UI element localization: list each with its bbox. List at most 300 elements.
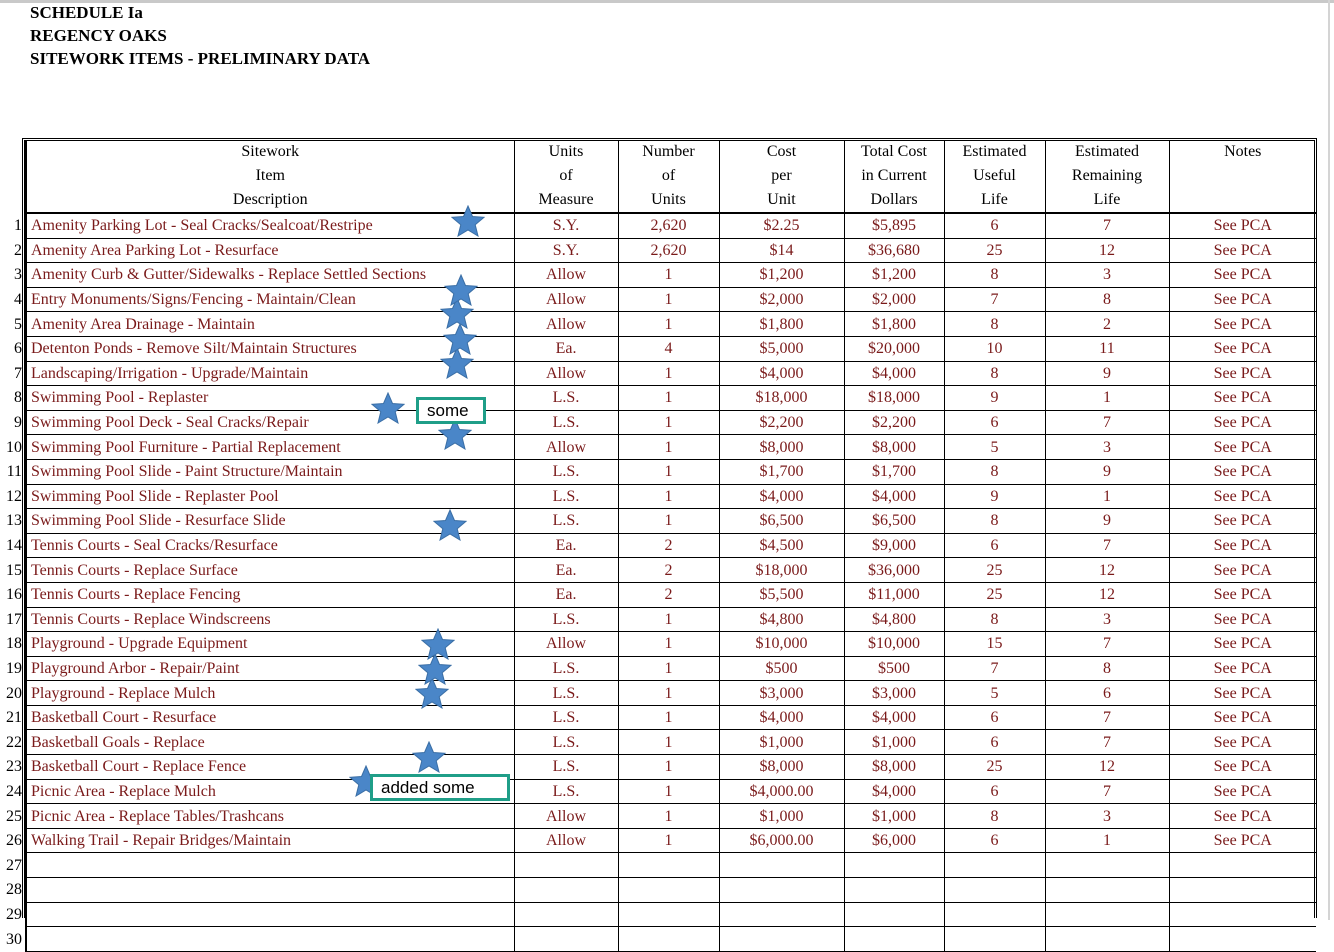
item-description: Tennis Courts - Seal Cracks/Resurface	[26, 533, 514, 558]
remaining-life: 2	[1045, 312, 1169, 337]
remaining-life	[1045, 878, 1169, 903]
useful-life: 6	[944, 705, 1045, 730]
number-of-units: 1	[618, 410, 719, 435]
number-of-units: 2	[618, 533, 719, 558]
cost-per-unit: $8,000	[719, 755, 844, 780]
notes-cell: See PCA	[1169, 435, 1316, 460]
header-line: Sitework	[241, 143, 300, 160]
remaining-life: 11	[1045, 336, 1169, 361]
units-of-measure: L.S.	[514, 484, 618, 509]
row-number: 29	[6, 905, 22, 923]
notes-cell: See PCA	[1169, 263, 1316, 288]
total-cost: $1,800	[844, 312, 944, 337]
useful-life: 8	[944, 263, 1045, 288]
units-of-measure: Allow	[514, 435, 618, 460]
header-line: in Current	[861, 167, 927, 184]
cost-per-unit: $2.25	[719, 213, 844, 238]
useful-life: 25	[944, 755, 1045, 780]
useful-life: 8	[944, 312, 1045, 337]
item-description: Picnic Area - Replace Tables/Trashcans	[26, 804, 514, 829]
cost-per-unit: $1,200	[719, 263, 844, 288]
number-of-units: 1	[618, 607, 719, 632]
row-number: 22	[6, 733, 22, 751]
notes-cell: See PCA	[1169, 828, 1316, 853]
notes-cell: See PCA	[1169, 287, 1316, 312]
remaining-life: 1	[1045, 386, 1169, 411]
row-number: 11	[6, 463, 22, 481]
number-of-units: 1	[618, 779, 719, 804]
item-description: Tennis Courts - Replace Windscreens	[26, 607, 514, 632]
row-number: 19	[6, 659, 22, 677]
column-header-number-units	[618, 140, 719, 213]
item-description: Swimming Pool Slide - Resurface Slide	[26, 509, 514, 534]
cost-per-unit	[719, 902, 844, 927]
table-body	[0, 213, 1316, 951]
item-description: Amenity Parking Lot - Seal Cracks/Sealcoat/Restripe	[26, 213, 514, 238]
number-of-units: 1	[618, 656, 719, 681]
item-description: Basketball Court - Resurface	[26, 705, 514, 730]
notes-cell: See PCA	[1169, 632, 1316, 657]
item-description: Swimming Pool - Replaster	[26, 386, 514, 411]
useful-life: 5	[944, 435, 1045, 460]
units-of-measure	[514, 902, 618, 927]
star-icon[interactable]	[433, 509, 467, 541]
cost-per-unit: $3,000	[719, 681, 844, 706]
table-row	[0, 730, 1316, 755]
total-cost: $20,000	[844, 336, 944, 361]
row-number: 16	[6, 586, 22, 604]
callout-text: some	[427, 401, 469, 420]
star-icon[interactable]	[451, 205, 485, 237]
table-row	[0, 927, 1316, 952]
notes-cell: See PCA	[1169, 410, 1316, 435]
total-cost: $2,200	[844, 410, 944, 435]
table-row	[0, 312, 1316, 337]
notes-cell: See PCA	[1169, 755, 1316, 780]
useful-life	[944, 902, 1045, 927]
remaining-life: 3	[1045, 263, 1169, 288]
number-of-units: 1	[618, 755, 719, 780]
cost-per-unit: $2,000	[719, 287, 844, 312]
total-cost: $4,000	[844, 484, 944, 509]
remaining-life: 9	[1045, 361, 1169, 386]
row-number: 5	[14, 315, 22, 333]
row-number: 7	[14, 364, 22, 382]
total-cost: $4,000	[844, 361, 944, 386]
cost-per-unit: $4,800	[719, 607, 844, 632]
notes-cell	[1169, 902, 1316, 927]
notes-cell: See PCA	[1169, 705, 1316, 730]
item-description	[26, 853, 514, 878]
item-description	[26, 927, 514, 952]
cost-per-unit: $6,500	[719, 509, 844, 534]
star-icon[interactable]	[412, 741, 446, 773]
useful-life: 6	[944, 410, 1045, 435]
sitework-table	[0, 140, 1316, 952]
units-of-measure: L.S.	[514, 705, 618, 730]
table-row	[0, 336, 1316, 361]
header-line: Unit	[767, 191, 796, 208]
number-of-units: 2,620	[618, 213, 719, 238]
total-cost: $6,500	[844, 509, 944, 534]
units-of-measure: Ea.	[514, 336, 618, 361]
units-of-measure: Ea.	[514, 582, 618, 607]
notes-cell: See PCA	[1169, 361, 1316, 386]
remaining-life: 6	[1045, 681, 1169, 706]
remaining-life: 1	[1045, 484, 1169, 509]
row-number: 28	[6, 881, 22, 899]
header-line: per	[771, 167, 792, 184]
row-number: 4	[14, 291, 22, 309]
row-number: 6	[14, 340, 22, 358]
header-line: Estimated	[962, 143, 1027, 160]
units-of-measure: Allow	[514, 287, 618, 312]
row-number: 1	[14, 217, 22, 235]
total-cost: $1,200	[844, 263, 944, 288]
cost-per-unit	[719, 878, 844, 903]
table-row	[0, 287, 1316, 312]
number-of-units: 1	[618, 435, 719, 460]
number-of-units	[618, 878, 719, 903]
useful-life: 10	[944, 336, 1045, 361]
cost-per-unit	[719, 853, 844, 878]
remaining-life: 3	[1045, 804, 1169, 829]
notes-cell: See PCA	[1169, 484, 1316, 509]
total-cost: $5,895	[844, 213, 944, 238]
notes-cell: See PCA	[1169, 533, 1316, 558]
cost-per-unit: $6,000.00	[719, 828, 844, 853]
row-number: 21	[6, 709, 22, 727]
cost-per-unit: $10,000	[719, 632, 844, 657]
total-cost	[844, 902, 944, 927]
total-cost: $2,000	[844, 287, 944, 312]
item-description: Playground - Replace Mulch	[26, 681, 514, 706]
cost-per-unit: $18,000	[719, 386, 844, 411]
remaining-life: 8	[1045, 656, 1169, 681]
cost-per-unit: $4,000	[719, 705, 844, 730]
useful-life: 6	[944, 730, 1045, 755]
units-of-measure: L.S.	[514, 607, 618, 632]
header-line: Useful	[973, 167, 1016, 184]
cost-per-unit: $4,500	[719, 533, 844, 558]
total-cost	[844, 927, 944, 952]
row-number: 24	[6, 782, 22, 800]
useful-life: 6	[944, 828, 1045, 853]
row-number: 20	[6, 684, 22, 702]
number-of-units: 1	[618, 361, 719, 386]
cost-per-unit: $500	[719, 656, 844, 681]
cost-per-unit: $4,000	[719, 484, 844, 509]
cost-per-unit: $8,000	[719, 435, 844, 460]
total-cost: $8,000	[844, 435, 944, 460]
table-row	[0, 607, 1316, 632]
cost-per-unit: $14	[719, 238, 844, 263]
column-header-remaining-life	[1045, 140, 1169, 213]
number-of-units: 1	[618, 484, 719, 509]
row-number: 9	[14, 414, 22, 432]
property-name: REGENCY OAKS	[30, 26, 167, 45]
useful-life: 8	[944, 804, 1045, 829]
remaining-life	[1045, 853, 1169, 878]
cost-per-unit: $1,000	[719, 730, 844, 755]
notes-cell: See PCA	[1169, 386, 1316, 411]
item-description: Playground Arbor - Repair/Paint	[26, 656, 514, 681]
units-of-measure: Allow	[514, 312, 618, 337]
table-row	[0, 755, 1316, 780]
total-cost: $1,000	[844, 804, 944, 829]
schedule-subtitle: SITEWORK ITEMS - PRELIMINARY DATA	[30, 49, 371, 68]
remaining-life: 9	[1045, 459, 1169, 484]
number-of-units	[618, 927, 719, 952]
useful-life: 8	[944, 509, 1045, 534]
units-of-measure	[514, 878, 618, 903]
table-header-row	[0, 140, 1316, 213]
units-of-measure: Allow	[514, 828, 618, 853]
remaining-life: 7	[1045, 705, 1169, 730]
remaining-life: 7	[1045, 779, 1169, 804]
units-of-measure: L.S.	[514, 779, 618, 804]
total-cost: $4,000	[844, 705, 944, 730]
row-number: 3	[14, 266, 22, 284]
useful-life	[944, 927, 1045, 952]
cost-per-unit: $4,000	[719, 361, 844, 386]
units-of-measure: L.S.	[514, 410, 618, 435]
table-row	[0, 632, 1316, 657]
units-of-measure: L.S.	[514, 509, 618, 534]
number-of-units: 4	[618, 336, 719, 361]
remaining-life: 12	[1045, 238, 1169, 263]
table-row	[0, 558, 1316, 583]
total-cost: $36,000	[844, 558, 944, 583]
useful-life: 25	[944, 558, 1045, 583]
remaining-life: 7	[1045, 632, 1169, 657]
notes-cell	[1169, 853, 1316, 878]
header-line: of	[661, 167, 676, 184]
row-number: 12	[6, 487, 22, 505]
notes-cell: See PCA	[1169, 238, 1316, 263]
notes-cell: See PCA	[1169, 213, 1316, 238]
item-description: Walking Trail - Repair Bridges/Maintain	[26, 828, 514, 853]
column-header-units-measure	[514, 140, 618, 213]
number-of-units	[618, 902, 719, 927]
header-line: Units	[651, 191, 686, 208]
cost-per-unit: $2,200	[719, 410, 844, 435]
table-row	[0, 582, 1316, 607]
useful-life: 15	[944, 632, 1045, 657]
row-number: 30	[6, 930, 22, 948]
table-row	[0, 361, 1316, 386]
number-of-units: 1	[618, 632, 719, 657]
row-number: 23	[6, 758, 22, 776]
cost-per-unit: $5,500	[719, 582, 844, 607]
useful-life: 6	[944, 213, 1045, 238]
star-icon[interactable]	[371, 392, 405, 424]
number-of-units: 1	[618, 263, 719, 288]
units-of-measure	[514, 927, 618, 952]
notes-cell: See PCA	[1169, 312, 1316, 337]
notes-cell: See PCA	[1169, 730, 1316, 755]
item-description: Basketball Goals - Replace	[26, 730, 514, 755]
useful-life: 9	[944, 386, 1045, 411]
total-cost: $10,000	[844, 632, 944, 657]
total-cost: $1,700	[844, 459, 944, 484]
row-number: 26	[6, 832, 22, 850]
table-row	[0, 853, 1316, 878]
notes-cell: See PCA	[1169, 558, 1316, 583]
column-header-cost-per-unit	[719, 140, 844, 213]
row-number: 13	[6, 512, 22, 530]
total-cost: $4,800	[844, 607, 944, 632]
useful-life: 6	[944, 779, 1045, 804]
remaining-life: 3	[1045, 435, 1169, 460]
header-line: Total Cost	[861, 143, 927, 160]
units-of-measure: L.S.	[514, 459, 618, 484]
useful-life: 8	[944, 361, 1045, 386]
units-of-measure: Ea.	[514, 533, 618, 558]
table-row	[0, 410, 1316, 435]
row-number-header	[0, 140, 26, 213]
notes-cell: See PCA	[1169, 336, 1316, 361]
column-header-useful-life	[944, 140, 1045, 213]
units-of-measure: L.S.	[514, 730, 618, 755]
header-line: Item	[255, 167, 285, 184]
header-line: Life	[981, 191, 1008, 208]
notes-cell: See PCA	[1169, 459, 1316, 484]
useful-life: 7	[944, 656, 1045, 681]
cost-per-unit: $18,000	[719, 558, 844, 583]
right-border	[1328, 0, 1330, 920]
item-description: Swimming Pool Slide - Paint Structure/Maintain	[26, 459, 514, 484]
row-number: 18	[6, 635, 22, 653]
row-number: 14	[6, 537, 22, 555]
item-description: Tennis Courts - Replace Fencing	[26, 582, 514, 607]
table-row	[0, 705, 1316, 730]
table-row	[0, 902, 1316, 927]
useful-life: 8	[944, 459, 1045, 484]
notes-cell: See PCA	[1169, 582, 1316, 607]
item-description: Detenton Ponds - Remove Silt/Maintain Structures	[26, 336, 514, 361]
header-line: Dollars	[870, 191, 918, 208]
header-line: Remaining	[1071, 167, 1143, 184]
remaining-life: 8	[1045, 287, 1169, 312]
useful-life: 9	[944, 484, 1045, 509]
number-of-units: 1	[618, 459, 719, 484]
useful-life: 25	[944, 238, 1045, 263]
callout-box[interactable]	[370, 774, 510, 801]
header-line: Measure	[538, 191, 594, 208]
total-cost: $4,000	[844, 779, 944, 804]
remaining-life: 12	[1045, 582, 1169, 607]
item-description: Amenity Area Parking Lot - Resurface	[26, 238, 514, 263]
units-of-measure: Allow	[514, 804, 618, 829]
units-of-measure: Ea.	[514, 558, 618, 583]
total-cost: $500	[844, 656, 944, 681]
row-number: 17	[6, 610, 22, 628]
item-description: Picnic Area - Replace Mulch	[26, 779, 514, 804]
notes-cell: See PCA	[1169, 779, 1316, 804]
notes-cell: See PCA	[1169, 656, 1316, 681]
useful-life: 6	[944, 533, 1045, 558]
callout-box[interactable]	[416, 397, 486, 424]
row-number: 15	[6, 561, 22, 579]
item-description: Amenity Area Drainage - Maintain	[26, 312, 514, 337]
header-line: of	[559, 167, 573, 184]
notes-cell	[1169, 878, 1316, 903]
units-of-measure: L.S.	[514, 755, 618, 780]
total-cost: $6,000	[844, 828, 944, 853]
useful-life: 25	[944, 582, 1045, 607]
remaining-life: 3	[1045, 607, 1169, 632]
number-of-units: 1	[618, 804, 719, 829]
total-cost	[844, 878, 944, 903]
notes-cell: See PCA	[1169, 681, 1316, 706]
table-row	[0, 804, 1316, 829]
row-number: 27	[6, 856, 22, 874]
useful-life	[944, 853, 1045, 878]
star-icon[interactable]	[444, 274, 478, 306]
callout-text: added some	[381, 778, 475, 797]
remaining-life: 7	[1045, 410, 1169, 435]
units-of-measure: L.S.	[514, 656, 618, 681]
notes-cell: See PCA	[1169, 607, 1316, 632]
item-description: Swimming Pool Deck - Seal Cracks/Repair	[26, 410, 514, 435]
item-description: Basketball Court - Replace Fence	[26, 755, 514, 780]
item-description: Swimming Pool Furniture - Partial Replacement	[26, 435, 514, 460]
units-of-measure: S.Y.	[514, 238, 618, 263]
units-of-measure: S.Y.	[514, 213, 618, 238]
total-cost: $36,680	[844, 238, 944, 263]
number-of-units	[618, 853, 719, 878]
remaining-life: 1	[1045, 828, 1169, 853]
number-of-units: 2	[618, 558, 719, 583]
remaining-life	[1045, 927, 1169, 952]
useful-life	[944, 878, 1045, 903]
number-of-units: 1	[618, 705, 719, 730]
useful-life: 5	[944, 681, 1045, 706]
table-row	[0, 484, 1316, 509]
header-line: Estimated	[1075, 143, 1139, 160]
item-description: Entry Monuments/Signs/Fencing - Maintain/Clean	[26, 287, 514, 312]
number-of-units: 1	[618, 312, 719, 337]
total-cost: $8,000	[844, 755, 944, 780]
number-of-units: 1	[618, 509, 719, 534]
table-row	[0, 878, 1316, 903]
row-number: 2	[14, 241, 22, 259]
remaining-life: 9	[1045, 509, 1169, 534]
column-header-notes	[1169, 140, 1316, 213]
units-of-measure: L.S.	[514, 681, 618, 706]
row-number: 10	[6, 438, 22, 456]
total-cost: $1,000	[844, 730, 944, 755]
cost-per-unit: $1,700	[719, 459, 844, 484]
total-cost: $9,000	[844, 533, 944, 558]
remaining-life	[1045, 902, 1169, 927]
column-header-total-cost	[844, 140, 944, 213]
remaining-life: 7	[1045, 730, 1169, 755]
star-icon[interactable]	[421, 628, 455, 660]
units-of-measure: L.S.	[514, 386, 618, 411]
total-cost	[844, 853, 944, 878]
table-row	[0, 656, 1316, 681]
item-description: Amenity Curb & Gutter/Sidewalks - Replace Settled Sections	[26, 263, 514, 288]
header-line: Number	[642, 143, 695, 160]
units-of-measure	[514, 853, 618, 878]
units-of-measure: Allow	[514, 361, 618, 386]
number-of-units: 1	[618, 681, 719, 706]
number-of-units: 1	[618, 287, 719, 312]
number-of-units: 1	[618, 828, 719, 853]
table-row	[0, 533, 1316, 558]
